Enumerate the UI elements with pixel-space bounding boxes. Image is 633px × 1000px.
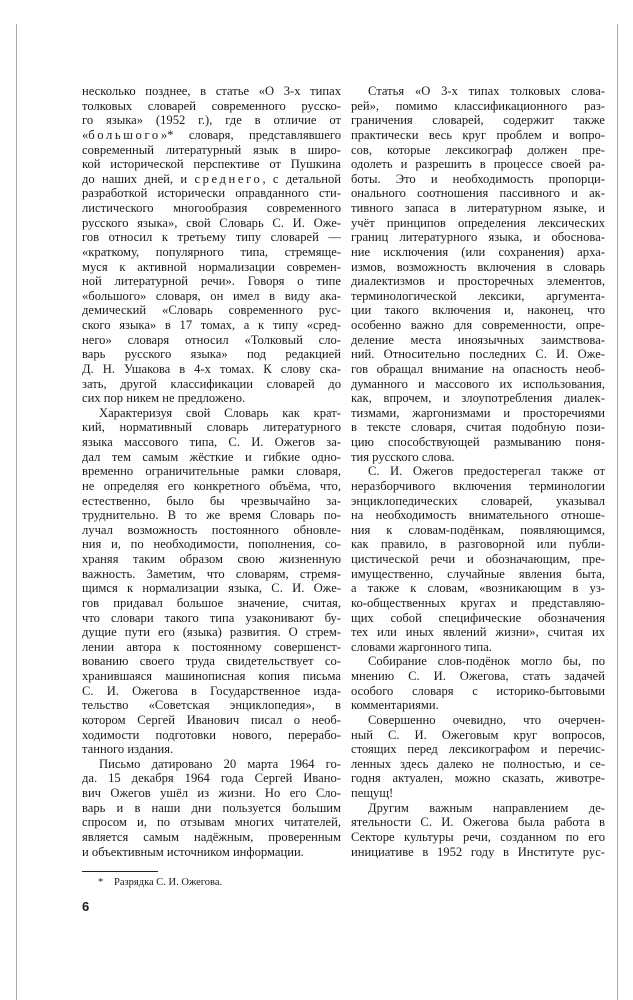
footnote-divider <box>82 871 158 872</box>
text-line: лении автора к постоянному совершенст- <box>82 639 341 654</box>
paragraph <box>351 654 605 713</box>
text-line: Статья «О 3-х типах толковых слова- <box>368 84 605 98</box>
text-line: него» словаря относил «Толковый сло- <box>82 332 341 347</box>
text-line: цистической речи и обозначающим, пре- <box>351 552 605 566</box>
paragraph <box>351 801 605 860</box>
text-line: спросом и, по отзывам многих читателей, <box>82 815 341 830</box>
text-line: временно ограничительные рамки словаря, <box>82 464 341 479</box>
text-segment: »* словаря, представлявшего <box>160 127 341 142</box>
text-line: тельство «Советская энциклопедия», в <box>82 698 341 713</box>
text-line: сих пор никем не предложено. <box>82 391 246 406</box>
text-line: кой исторической перспективе от Пушкина <box>82 157 341 172</box>
text-line: ленных здесь далеко не полностью, и се- <box>351 756 605 771</box>
text-line: учёт принципов определения лексических <box>351 215 605 230</box>
text-line: измов, возможность включения в словарь <box>351 259 605 274</box>
text-line: как, впрочем, и злоупотребления диалек- <box>351 391 605 406</box>
text-line: рей», помимо классификационного раз- <box>351 98 605 113</box>
text-line: энциклопедических словарей, указывал <box>351 493 605 508</box>
footnote-text: Разрядка С. И. Ожегова. <box>114 877 223 888</box>
text-line: терминологической лексики, аргумента- <box>351 288 605 303</box>
text-line: кий, нормативный словарь литературного <box>82 420 341 435</box>
text-line: Характеризуя свой Словарь как крат- <box>99 405 341 420</box>
footnote <box>98 877 222 888</box>
text-line: естественно, было бы чрезвычайно за- <box>82 493 341 508</box>
text-line: диалектизмов и просторечных элементов, <box>351 274 605 289</box>
page-number: 6 <box>82 899 90 914</box>
text-line: ний. Относительно последних С. И. Оже- <box>351 347 605 362</box>
text-line: вич Ожегов ушёл из жизни. Но его Сло- <box>82 786 341 800</box>
text-line: храняя таким образом свою жизненную <box>82 552 341 566</box>
text-line: вованию своего труда свидетельствует со- <box>82 654 341 669</box>
text-line: щих собой специфические обозначения <box>351 610 605 625</box>
text-line: дал тем самым жёсткие и гибкие одно- <box>82 449 341 464</box>
text-line: в тексте словаря, считая подобную пози- <box>351 420 605 435</box>
text-line: ния к словам-подёнкам, появляющимся, <box>351 522 605 537</box>
text-line: цию способствующей размыванию поня- <box>351 435 605 449</box>
text-line: комментариями. <box>351 698 439 713</box>
text-line: годня актуален, можно сказать, животре- <box>351 771 605 786</box>
text-line: ко-общественных кругах и представляю- <box>351 595 605 610</box>
text-line: онального соотношения пассивного и ак- <box>351 186 605 201</box>
text-line: Д. Н. Ушакова в 4-х томах. К слову ска- <box>82 361 341 376</box>
text-line: особого словаря с историко-бытовыми <box>351 683 605 698</box>
paragraph <box>351 464 605 654</box>
text-line: особенно важно для современности, опре- <box>351 318 605 332</box>
text-line: современный литературный язык в широ- <box>82 142 341 157</box>
text-line: практически весь круг проблем и вопро- <box>351 127 605 142</box>
text-line: хранившаяся машинописная копия письма <box>82 669 341 683</box>
text-line <box>82 128 341 143</box>
text-line: «большого» словаря, он имел в виду ака- <box>82 288 341 303</box>
text-line <box>82 172 341 187</box>
text-line: варь русского языка» под редакцией <box>82 347 341 362</box>
text-line: разработкой исторически оправданного сти- <box>82 186 341 201</box>
paragraph <box>82 757 341 859</box>
crop-mark-right <box>617 24 618 1000</box>
text-line: ной литературной речи». Говоря о типе <box>82 274 341 289</box>
text-line: гов придавал большое значение, считая, <box>82 595 341 610</box>
text-segment: , с детальной <box>262 171 341 186</box>
text-line: как правило, в разговорной или публи- <box>351 537 605 552</box>
text-line: Другим важным направлением де- <box>368 800 605 815</box>
spaced-emphasis: большого <box>88 127 161 142</box>
text-line: важность. Заметим, что словарям, стремя- <box>82 566 341 581</box>
text-line: граничения словарей, содержит также <box>351 113 605 128</box>
text-line: деление места иноязычных заимствова- <box>351 332 605 347</box>
text-line: котором Сергей Иванович писал о необ- <box>82 712 341 727</box>
text-line: имущественно, случайные явления быта, <box>351 566 605 581</box>
crop-mark-left <box>16 24 17 1000</box>
text-line: а также к словам, «возникающим в уз- <box>351 581 605 596</box>
footnote-marker: * <box>98 877 104 888</box>
text-line: русского языка», свой Словарь С. И. Оже- <box>82 215 341 230</box>
paragraph <box>82 84 341 406</box>
text-line: го языка» (1952 г.), где в отличие от <box>82 113 341 128</box>
text-segment: до наших дней, и <box>82 171 195 186</box>
text-line: листического многообразия современного <box>82 201 341 215</box>
text-line: демический «Словарь современного рус- <box>82 303 341 318</box>
text-line: танного издания. <box>82 742 174 757</box>
text-line: тех или иных явлений жизни», считая их <box>351 625 605 640</box>
text-line: ции такого включения и, наконец, что <box>351 303 605 318</box>
text-line: ния и, по необходимости, пополнения, со- <box>82 537 341 552</box>
text-line: на необходимость внимательного отноше- <box>351 508 605 523</box>
text-line: С. И. Ожегов предостерегал также от <box>368 464 605 479</box>
text-line: боты. Это и необходимость пропорци- <box>351 171 605 186</box>
text-line: толковых словарей современного русско- <box>82 98 341 113</box>
text-line: гов относил к третьему типу словарей — <box>82 230 341 245</box>
text-line: границ литературного языка, и обоснова- <box>351 230 605 245</box>
text-line: С. И. Ожегова в Государственное изда- <box>82 683 341 698</box>
text-line: «краткому, популярного типа, стремяще- <box>82 244 341 259</box>
text-line: дущие пути его (языка) развития. О стрем- <box>82 625 341 640</box>
text-line: одолеть и разрешить в процессе своей ра- <box>351 157 605 172</box>
text-line: зать, другой классификации словарей до <box>82 376 341 391</box>
text-line: и объективным источником информации. <box>82 844 304 859</box>
text-line: ского языка» в 17 томах, а к типу «сред- <box>82 318 341 332</box>
text-line: ятельности С. И. Ожегова была работа в <box>351 815 605 830</box>
text-line: муся к активной нормализации современ- <box>82 259 341 274</box>
text-line: неразборчивого включения терминологии <box>351 478 605 493</box>
text-line: является самым надёжным, проверенным <box>82 829 341 844</box>
paragraph <box>351 713 605 801</box>
text-line: инициативе в 1952 году в Институте рус- <box>351 844 605 859</box>
text-line: Секторе культуры речи, созданном по его <box>351 829 605 844</box>
text-line: что словари такого типа узаконивают бу- <box>82 610 341 625</box>
text-line: ный С. И. Ожеговым круг вопросов, <box>351 727 605 742</box>
text-line: труднительно. В то же время Словарь по- <box>82 508 341 523</box>
text-line: варь и в наши дни пользуется большим <box>82 800 341 815</box>
text-line: Совершенно очевидно, что очерчен- <box>368 712 605 727</box>
text-line: пещущ! <box>351 786 394 800</box>
text-line: языка массового типа, С. И. Ожегов за- <box>82 435 341 449</box>
text-line: ходимости подготовки нового, перерабо- <box>82 727 341 742</box>
text-line: сов, которые лексикограф должен пре- <box>351 142 605 157</box>
text-line: да. 15 декабря 1964 года Сергей Ивано- <box>82 771 341 786</box>
text-line: словами жаргонного типа. <box>351 639 492 654</box>
text-line: лучал возможность постоянного обновле- <box>82 522 341 537</box>
text-column-left <box>82 84 341 859</box>
text-segment: « <box>82 127 89 142</box>
text-line: тизмами, жаргонизмами и просторечиями <box>351 405 605 420</box>
paragraph <box>82 406 341 757</box>
text-line: стоящих перед лексикографом и перечис- <box>351 742 605 757</box>
text-line: не определяя его конкретного объёма, что, <box>82 478 341 493</box>
text-column-right <box>351 84 605 859</box>
spaced-emphasis: среднего <box>194 171 263 186</box>
text-line: тия русского слова. <box>351 449 455 464</box>
text-line: думанного и массового их использования, <box>351 376 605 391</box>
text-line: несколько позднее, в статье «О 3-х типах <box>82 84 341 98</box>
text-line: мнению С. И. Ожегова, стать задачей <box>351 669 605 683</box>
paragraph <box>351 84 605 464</box>
text-line: Письмо датировано 20 марта 1964 го- <box>99 756 341 771</box>
text-line: тивного запаса в литературном языке, и <box>351 201 605 215</box>
text-line: щимся к нормализации языка, С. И. Оже- <box>82 581 341 596</box>
text-line: Собирание слов-подёнок могло бы, по <box>368 654 605 669</box>
text-line: ние исключения (или сохранения) арха- <box>351 244 605 259</box>
text-line: гов обращал внимание на опасность необ- <box>351 361 605 376</box>
